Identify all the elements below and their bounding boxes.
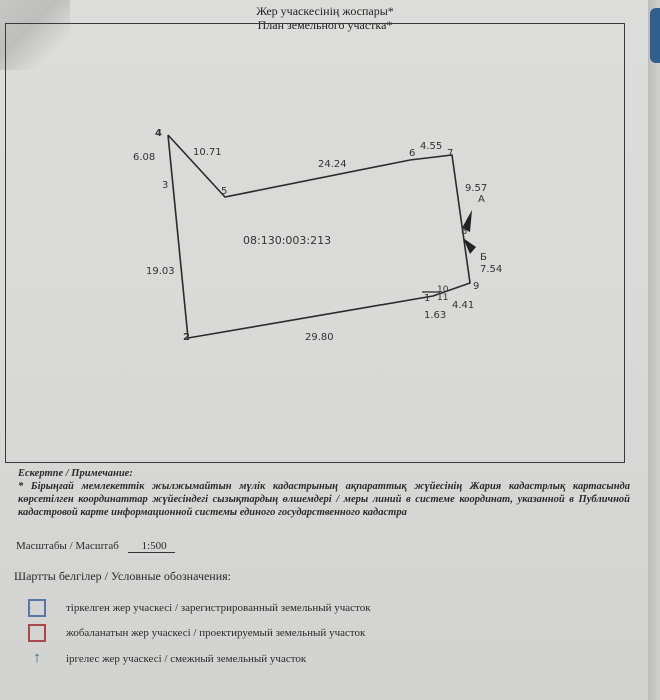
point-2-label: 2 — [183, 332, 190, 343]
legend-item-projected — [28, 624, 365, 642]
adjacent-marker-a: А — [478, 194, 485, 205]
adjacent-marker-b: Б — [480, 252, 487, 263]
legend-item-registered — [28, 599, 371, 617]
segment-5-6-length: 24.24 — [318, 159, 347, 170]
title-kz: Жер учаскесінің жоспары* — [256, 4, 394, 18]
blue-arrow-icon: ↑ — [33, 650, 41, 666]
note-block — [18, 467, 630, 519]
note-text: * Бірыңғай мемлекеттік жылжымайтын мүлік кадастрының ақпараттық жүйесінің Жария кадастрлық картасында көрсетілген координаттар жүйесіндегі сызықтардың өлшемдері / меры линий в системе координат, указанной в Публичной кадастровой карте информационной системы единого государственного кадастра — [18, 481, 630, 518]
scale-label: Масштабы / Масштаб — [16, 540, 119, 552]
cadastral-number: 08:130:003:213 — [243, 234, 332, 247]
segment-11-1-length: 1.63 — [424, 310, 447, 321]
red-square-icon — [28, 624, 46, 642]
point-5-label: 5 — [221, 186, 228, 197]
legend-title: Шартты белгілер / Условные обозначения: — [14, 569, 232, 583]
segment-6-7-length: 4.55 — [420, 141, 443, 152]
point-4-label: 4 — [155, 128, 162, 139]
point-8-label: 8 — [461, 226, 468, 237]
point-6-label: 6 — [409, 148, 416, 159]
legend-item-adjacent — [28, 650, 306, 667]
blue-square-icon — [28, 599, 46, 617]
point-10-label: 10 — [437, 285, 449, 295]
point-11-label: 11 — [437, 293, 449, 303]
segment-2-3-length: 19.03 — [146, 266, 175, 277]
page-edge — [648, 0, 660, 700]
segment-7-8-length: 9.57 — [465, 183, 488, 194]
scale-row — [16, 540, 175, 553]
segment-1-2-length: 29.80 — [305, 332, 334, 343]
segment-4-5-length: 10.71 — [193, 147, 222, 158]
point-1-label: 1 — [424, 293, 431, 304]
segment-9-10-length: 4.41 — [452, 300, 475, 311]
point-9-label: 9 — [473, 281, 480, 292]
legend-label: іргелес жер учаскесі / смежный земельный участок — [66, 652, 307, 665]
note-title: Ескертпе / Примечание: — [18, 468, 133, 479]
point-7-label: 7 — [447, 148, 454, 159]
background-object — [650, 8, 660, 63]
legend-label: тіркелген жер учаскесі / зарегистрированный земельный участок — [66, 602, 371, 614]
title-ru: План земельного участка* — [257, 18, 393, 32]
segment-8-9-length: 7.54 — [480, 264, 503, 275]
legend-label: жобаланатын жер учаскесі / проектируемый земельный участок — [66, 627, 366, 639]
point-3-label: 3 — [162, 180, 169, 191]
segment-3-4-length: 6.08 — [133, 152, 156, 163]
scale-value: 1:500 — [128, 540, 175, 553]
